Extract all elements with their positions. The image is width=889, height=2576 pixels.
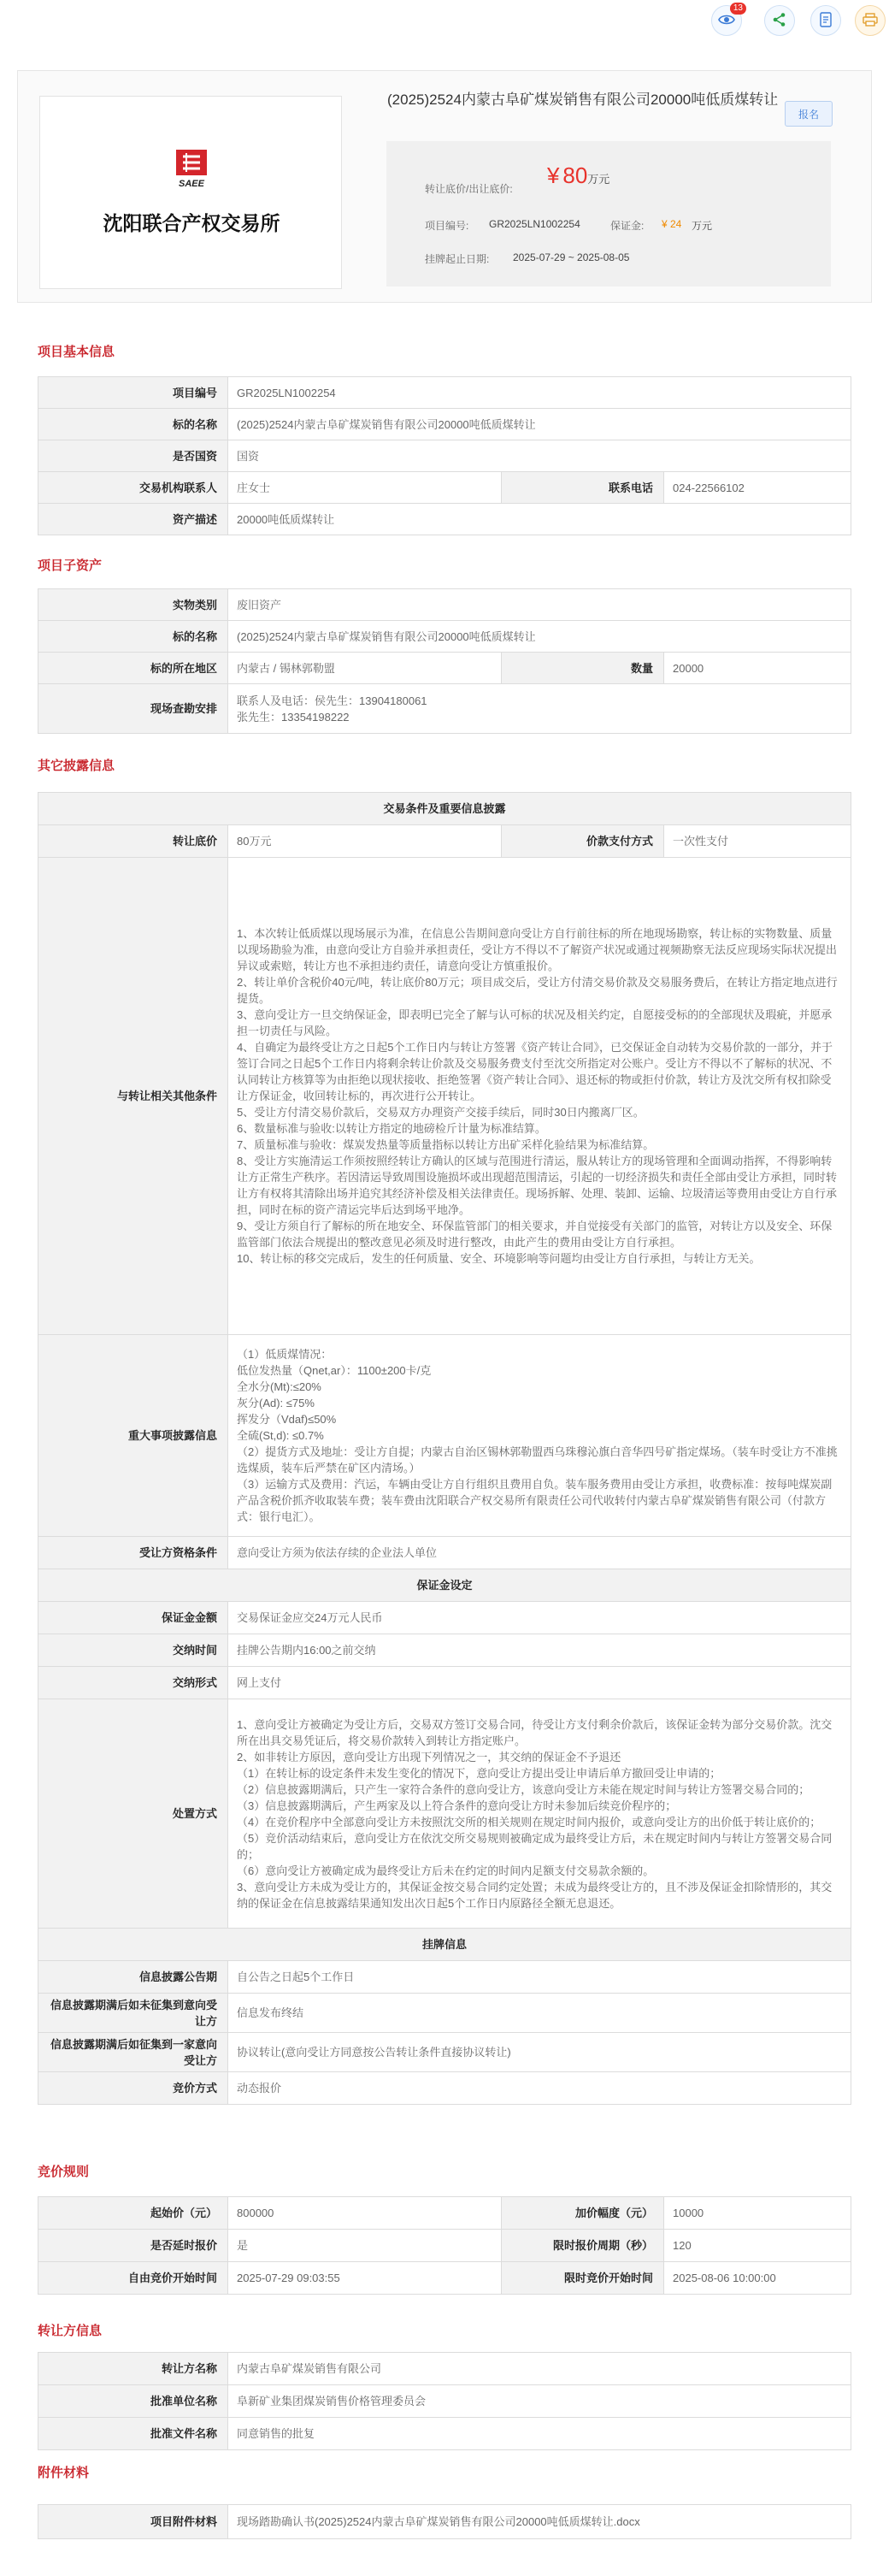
row-label: 处置方式	[38, 1699, 228, 1929]
conditions-header: 交易条件及重要信息披露	[38, 793, 851, 825]
base-price: 80万元	[228, 825, 502, 858]
asset-location: 内蒙古 / 锡林郭勒盟	[228, 653, 502, 684]
table-row	[38, 1602, 851, 1634]
printer-icon	[863, 13, 878, 29]
table-row	[38, 1569, 851, 1602]
row-label: 标的名称	[38, 409, 228, 440]
disclosure-period: 自公告之日起5个工作日	[228, 1961, 851, 1994]
row-label: 保证金金额	[38, 1602, 228, 1634]
row-label: 项目附件材料	[38, 2505, 228, 2539]
row-label: 转让底价	[38, 825, 228, 858]
table-row	[38, 589, 851, 621]
price-value	[547, 162, 609, 189]
table-row	[38, 1667, 851, 1699]
logo-chinese-name: 沈阳联合产权交易所	[103, 213, 280, 235]
major-item: 低位发热量（Qnet,ar）：1100±200卡/克	[237, 1364, 432, 1377]
row-label: 是否国资	[38, 440, 228, 472]
row-label: 信息披露期满后如征集到一家意向受让方	[38, 2033, 228, 2072]
major-item: 挥发分（Vdaf)≤50%	[237, 1413, 337, 1426]
row-label: 是否延时报价	[38, 2230, 228, 2262]
term-item: 5、受让方付清交易价款后，交易双方办理资产交接手续后，同时30日内搬离厂区。	[237, 1106, 645, 1119]
disclosure-table	[38, 792, 851, 2105]
term-item: 1、本次转让低质煤以现场展示为准，在信息公告期间意向受让方自行前往标的所在地现场勘察，转让标的实物数量、质量以现场勘验为准，由意向受让方自验并承担责任，受让方不得以不了解资产状况或通过视频勘察无法反应现场实际状况提出异议或索赔，转让方也不承担违约责任，请意向受让方慎重报价。	[237, 927, 838, 972]
table-row	[38, 2505, 851, 2539]
row-label: 标的所在地区	[38, 653, 228, 684]
deposit-label: 保证金:	[610, 220, 645, 232]
table-row	[38, 504, 851, 535]
section-title-attachments: 附件材料	[38, 2466, 90, 2480]
dispose-item: （1）在转让标的设定条件未发生变化的情况下，意向受让方提出受让申请后单方撤回受让申请的；	[237, 1766, 721, 1780]
print-button[interactable]	[855, 5, 886, 36]
section-title-transferor: 转让方信息	[38, 2324, 103, 2338]
table-row	[38, 653, 851, 684]
major-item: 灰分(Ad): ≤75%	[237, 1397, 315, 1409]
share-button[interactable]	[764, 5, 795, 36]
deposit-value: ¥ 24	[662, 218, 682, 230]
deposit-form: 网上支付	[228, 1667, 851, 1699]
deposit-header: 保证金设定	[38, 1569, 851, 1602]
price-symbol: ¥	[547, 162, 560, 188]
row-label: 联系电话	[502, 472, 664, 504]
row-label: 交纳形式	[38, 1667, 228, 1699]
row-label: 交纳时间	[38, 1634, 228, 1667]
row-label: 交易机构联系人	[38, 472, 228, 504]
asset-quantity: 20000	[664, 653, 851, 684]
major-disclosure	[228, 1335, 851, 1537]
row-label: 加价幅度（元）	[502, 2197, 664, 2230]
table-row	[38, 1699, 851, 1929]
project-name: (2025)2524内蒙古阜矿煤炭销售有限公司20000吨低质煤转让	[228, 409, 851, 440]
row-label: 批准单位名称	[38, 2385, 228, 2418]
timed-bid-start: 2025-08-06 10:00:00	[664, 2262, 851, 2295]
asset-name: (2025)2524内蒙古阜矿煤炭销售有限公司20000吨低质煤转让	[228, 621, 851, 653]
dispose-item: 3、意向受让方未成为受让方的，其保证金按交易合同约定处置；未成为最终受让方的，且不涉及保证金扣除情形的，其交纳的保证金在信息披露结果通知发出次日起5个工作日内原路径全额无息退还。	[237, 1880, 833, 1910]
basic-info-table	[38, 376, 851, 535]
bookmark-button[interactable]	[810, 5, 841, 36]
section-title-auction: 竞价规则	[38, 2165, 90, 2179]
term-item: 9、受让方须自行了解标的所在地安全、环保监管部门的相关要求，并自觉接受有关部门的监管，对转让方以及安全、环保监管部门依法合规提出的整改意见必须及时进行整改，由此产生的费用由受让方自行承担。	[237, 1220, 833, 1249]
row-label: 信息披露公告期	[38, 1961, 228, 1994]
transferor-name: 内蒙古阜矿煤炭销售有限公司	[228, 2353, 851, 2385]
bid-increment: 10000	[664, 2197, 851, 2230]
code-label: 项目编号:	[425, 220, 469, 232]
row-label: 限时报价周期（秒）	[502, 2230, 664, 2262]
row-label: 价款支付方式	[502, 825, 664, 858]
price-label: 转让底价/出让底价:	[425, 183, 513, 195]
table-row	[38, 1634, 851, 1667]
auction-table	[38, 2196, 851, 2295]
visit-contact-1: 联系人及电话：侯先生：13904180061	[237, 694, 427, 707]
table-row	[38, 2072, 851, 2105]
table-row	[38, 409, 851, 440]
term-item: 8、受让方实施清运工作须按照经转让方确认的区域与范围进行清运，服从转让方的现场管理和全面调动指挥，不得影响转让方正常生产秩序。若因清运导致周围设施损坏或出现超范围清运，引起的一切经济损失和责任全部由受让方承担，同时转让方有权将其清除出场并追究其经济补偿及相关法律责任。现场拆解、处理、装卸、运输、垃圾清运等费用由受让方自行承担，同时在标的资产清运完毕后达到场平地净。	[237, 1155, 838, 1216]
major-item: （1）低质煤情况：	[237, 1348, 333, 1361]
row-label: 受让方资格条件	[38, 1537, 228, 1569]
attachment-link[interactable]: 现场踏勘确认书(2025)2524内蒙古阜矿煤炭销售有限公司20000吨低质煤转让.docx	[228, 2505, 851, 2539]
table-row	[38, 1929, 851, 1961]
row-label: 信息披露期满后如未征集到意向受让方	[38, 1994, 228, 2033]
table-row	[38, 2033, 851, 2072]
dispose-item: （4）在竞价程序中全部意向受让方未按照沈交所的相关规则在规定时间内报价，或意向受让方的出价低于转让底价的；	[237, 1815, 821, 1829]
view-count-button[interactable]	[711, 5, 742, 36]
asset-description: 20000吨低质煤转让	[228, 504, 851, 535]
row-label: 竞价方式	[38, 2072, 228, 2105]
bidding-method: 动态报价	[228, 2072, 851, 2105]
dispose-item: 1、意向受让方被确定为受让方后，交易双方签订交易合同，待受让方支付剩余价款后，该保证金转为部分交易价款。沈交所在出具交易凭证后，将交易价款转入到转让方指定账户。	[237, 1717, 833, 1747]
major-item: 全水分(Mt):≤20%	[237, 1380, 321, 1393]
dispose-item: （3）信息披露期满后，产生两家及以上符合条件的意向受让方时未参加后续竞价程序的；	[237, 1799, 677, 1812]
table-row	[38, 2230, 851, 2262]
exchange-logo	[39, 96, 342, 289]
row-label: 起始价（元）	[38, 2197, 228, 2230]
transferor-table	[38, 2352, 851, 2450]
timed-bid-cycle: 120	[664, 2230, 851, 2262]
logo-english-text: SAEE	[179, 179, 204, 189]
register-button[interactable]: 报名	[785, 101, 833, 127]
table-row	[38, 2353, 851, 2385]
deposit-unit: 万元	[692, 220, 713, 232]
state-owned: 国资	[228, 440, 851, 472]
section-title-basic: 项目基本信息	[38, 345, 115, 359]
table-row	[38, 2262, 851, 2295]
table-row	[38, 2418, 851, 2450]
visit-contact-2: 张先生：13354198222	[237, 710, 350, 724]
term-item: 6、数量标准与验收:以转让方指定的地磅检斤计量为标准结算。	[237, 1122, 546, 1135]
term-item: 4、自确定为最终受让方之日起5个工作日内与转让方签署《资产转让合同》，已交保证金自动转为交易价款的一部分，并于签订合同之日起5个工作日内将剩余转让价款及交易服务费支付至沈交所指定对公账户。受让方不得以不了解标的状况、不认同转让方核算等为由拒绝以现状接收、拒绝签署《资产转让合同》、退还标的物或拒付价款，转让方及沈交所有权扣除受让方保证金，收回转让标的，再次进行公开转让。	[237, 1041, 833, 1102]
contact-phone: 024-22566102	[664, 472, 851, 504]
asset-type: 废旧资产	[228, 589, 851, 621]
table-row	[38, 793, 851, 825]
one-buyer-outcome: 协议转让(意向受让方同意按公告转让条件直接协议转让)	[228, 2033, 851, 2072]
row-label: 与转让相关其他条件	[38, 858, 228, 1335]
approval-unit: 阜新矿业集团煤炭销售价格管理委员会	[228, 2385, 851, 2418]
page-title: (2025)2524内蒙古阜矿煤炭销售有限公司20000吨低质煤转让	[387, 92, 779, 108]
section-title-other: 其它披露信息	[38, 759, 115, 773]
dispose-item: 2、如非转让方原因，意向受让方出现下列情况之一，其交纳的保证金不予退还	[237, 1750, 621, 1764]
payment-method: 一次性支付	[664, 825, 851, 858]
row-label: 限时竞价开始时间	[502, 2262, 664, 2295]
section-title-sub-asset: 项目子资产	[38, 558, 103, 573]
major-item: （2）提货方式及地址：受让方自提；内蒙古自治区锡林郭勒盟西乌珠穆沁旗白音华四号矿指定煤场。（装车时受让方不准挑选煤质，装车后严禁在矿区内清场。）	[237, 1445, 838, 1474]
saee-logo-icon	[174, 148, 209, 177]
sub-asset-table	[38, 588, 851, 734]
table-row	[38, 1537, 851, 1569]
attachment-table	[38, 2504, 851, 2539]
no-buyer-outcome: 信息发布终结	[228, 1994, 851, 2033]
document-icon	[819, 12, 833, 30]
row-label: 项目编号	[38, 377, 228, 409]
row-label: 资产描述	[38, 504, 228, 535]
free-bid-start: 2025-07-29 09:03:55	[228, 2262, 502, 2295]
table-row	[38, 1335, 851, 1537]
listing-header: 挂牌信息	[38, 1929, 851, 1961]
row-label: 标的名称	[38, 621, 228, 653]
term-item: 2、转让单价含税价40元/吨，转让底价80万元；项目成交后，受让方付清交易价款及交易服务费后，在转让方指定地点进行提货。	[237, 976, 838, 1005]
row-label: 数量	[502, 653, 664, 684]
table-row	[38, 825, 851, 858]
top-toolbar	[0, 0, 889, 41]
period-value: 2025-07-29 ~ 2025-08-05	[513, 251, 630, 263]
contact-person: 庄女士	[228, 472, 502, 504]
delayed-bidding: 是	[228, 2230, 502, 2262]
term-item: 3、意向受让方一旦交纳保证金，即表明已完全了解与认可标的状况及相关约定，自愿接受标的的全部现状及瑕疵，并愿承担一切责任与风险。	[237, 1008, 833, 1037]
approval-document: 同意销售的批复	[228, 2418, 851, 2450]
table-row	[38, 621, 851, 653]
eye-icon	[718, 14, 735, 28]
term-item: 7、质量标准与验收：煤炭发热量等质量指标以转让方出矿采样化验结果为标准结算。	[237, 1138, 655, 1151]
row-label: 重大事项披露信息	[38, 1335, 228, 1537]
deposit-time: 挂牌公告期内16:00之前交纳	[228, 1634, 851, 1667]
table-row	[38, 1994, 851, 2033]
row-label: 转让方名称	[38, 2353, 228, 2385]
start-price: 800000	[228, 2197, 502, 2230]
price-amount: 80	[562, 162, 588, 188]
deposit-disposal	[228, 1699, 851, 1929]
dispose-item: （6）意向受让方被确定成为最终受让方后未在约定的时间内足额支付交易款余额的。	[237, 1864, 655, 1877]
share-icon	[772, 12, 787, 30]
view-count-badge: 13	[730, 3, 746, 15]
code-value: GR2025LN1002254	[489, 218, 580, 230]
table-row	[38, 472, 851, 504]
transfer-terms	[228, 858, 851, 1335]
dispose-item: （2）信息披露期满后，只产生一家符合条件的意向受让方，该意向受让方未能在规定时间与转让方签署交易合同的；	[237, 1782, 810, 1796]
buyer-qualification: 意向受让方须为依法存续的企业法人单位	[228, 1537, 851, 1569]
table-row	[38, 684, 851, 734]
period-label: 挂牌起止日期:	[425, 253, 490, 265]
table-row	[38, 377, 851, 409]
project-code: GR2025LN1002254	[228, 377, 851, 409]
term-item: 10、转让标的移交完成后，发生的任何质量、安全、环境影响等问题均由受让方自行承担，与转让方无关。	[237, 1252, 761, 1265]
table-row	[38, 2197, 851, 2230]
row-label: 批准文件名称	[38, 2418, 228, 2450]
table-row	[38, 858, 851, 1335]
row-label: 实物类别	[38, 589, 228, 621]
table-row	[38, 440, 851, 472]
table-row	[38, 1961, 851, 1994]
row-label: 现场查勘安排	[38, 684, 228, 734]
price-unit: 万元	[587, 173, 610, 186]
row-label: 自由竞价开始时间	[38, 2262, 228, 2295]
table-row	[38, 2385, 851, 2418]
deposit-amount: 交易保证金应交24万元人民币	[228, 1602, 851, 1634]
major-item: （3）运输方式及费用：汽运，车辆由受让方自行组织且费用自负。装车服务费用由受让方承担，收费标准：按每吨煤炭副产品含税价抓齐收取装车费；装车费由沈阳联合产权交易所有限责任公司代收转付内蒙古阜矿煤炭销售有限公司（付款方式：银行电汇）。	[237, 1478, 833, 1523]
dispose-item: （5）竞价活动结束后，意向受让方在依沈交所交易规则被确定成为最终受让方后，未在规定时间内与转让方签署交易合同的；	[237, 1831, 833, 1861]
site-visit-contacts	[228, 684, 851, 734]
major-item: 全硫(St,d): ≤0.7%	[237, 1429, 324, 1442]
